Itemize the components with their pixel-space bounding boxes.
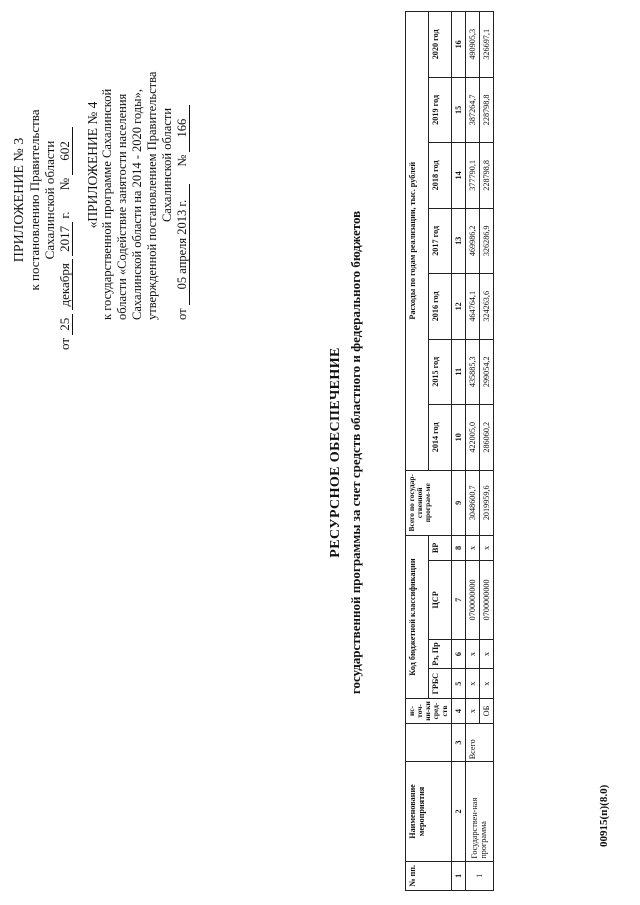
cell-2015: 435885,3 bbox=[465, 339, 479, 404]
col-number: 9 bbox=[451, 470, 465, 535]
cell-source: х bbox=[465, 699, 479, 724]
appendix3-date-month: декабря bbox=[57, 259, 73, 310]
col-number: 15 bbox=[451, 77, 465, 142]
appendix3-date-line bbox=[57, 50, 72, 350]
cell-csr: 0700000000 bbox=[465, 560, 479, 639]
cell-grbs: х bbox=[465, 669, 479, 699]
header-source: ис-точ-ни-ки сред-ств bbox=[406, 699, 452, 724]
col-number: 1 bbox=[451, 861, 465, 890]
col-number: 3 bbox=[451, 723, 465, 761]
col-number: 2 bbox=[451, 762, 465, 861]
cell-2016: 324263,6 bbox=[479, 274, 493, 339]
cell-csr: 0700000000 bbox=[479, 560, 493, 639]
header-year-2019: 2019 год bbox=[428, 77, 451, 142]
header-empty bbox=[406, 723, 452, 761]
header-rzpr: Рз, Пр bbox=[428, 639, 451, 668]
table-header-row bbox=[406, 12, 429, 891]
header-csr: ЦСР bbox=[428, 560, 451, 639]
cell-2016: 464764,1 bbox=[465, 274, 479, 339]
cell-total: 2019959,6 bbox=[479, 470, 493, 535]
cell-rzpr: х bbox=[479, 639, 493, 668]
header-grbs: ГРБС bbox=[428, 669, 451, 699]
header-year-2014: 2014 год bbox=[428, 405, 451, 470]
appendix4-no-label: № bbox=[175, 154, 189, 167]
table-row bbox=[465, 12, 479, 891]
appendix4-title: «ПРИЛОЖЕНИЕ № 4 bbox=[85, 101, 100, 229]
col-number: 4 bbox=[451, 699, 465, 724]
cell-2014: 286060,2 bbox=[479, 405, 493, 470]
header-year-2017: 2017 год bbox=[428, 208, 451, 273]
col-number: 6 bbox=[451, 639, 465, 668]
col-number: 8 bbox=[451, 536, 465, 561]
column-number-row bbox=[451, 12, 465, 891]
appendix3-block bbox=[12, 50, 72, 350]
cell-2019: 387264,7 bbox=[465, 77, 479, 142]
document-title: РЕСУРСНОЕ ОБЕСПЕЧЕНИЕ bbox=[328, 347, 343, 558]
header-year-2020: 2020 год bbox=[428, 12, 451, 78]
header-name: Наименование мероприятия bbox=[406, 762, 452, 861]
cell-vr: х bbox=[479, 536, 493, 561]
appendix3-no-label: № bbox=[57, 177, 72, 191]
appendix3-line1: к постановлению Правительства bbox=[27, 109, 42, 291]
appendix4-line5: Сахалинской области bbox=[160, 107, 174, 223]
col-number: 12 bbox=[451, 274, 465, 339]
header-year-2018: 2018 год bbox=[428, 143, 451, 208]
cell-source: ОБ bbox=[479, 699, 493, 724]
header-vr: ВР bbox=[428, 536, 451, 561]
cell-2020: 490905,3 bbox=[465, 12, 479, 78]
cell-2015: 299054,2 bbox=[479, 339, 493, 404]
cell-2017: 326286,9 bbox=[479, 208, 493, 273]
col-number: 16 bbox=[451, 12, 465, 78]
resource-table bbox=[405, 11, 494, 891]
document-code: 00915(п)(8.0) bbox=[598, 784, 610, 847]
appendix4-line4: утвержденной постановлением Правительства bbox=[145, 71, 159, 320]
appendix4-date-prefix: от bbox=[175, 308, 189, 320]
appendix3-line2: Сахалинской области bbox=[42, 140, 57, 260]
col-number: 7 bbox=[451, 560, 465, 639]
appendix3-date-year: 2017 bbox=[57, 222, 73, 256]
cell-2020: 326697,1 bbox=[479, 12, 493, 78]
cell-rzpr: х bbox=[465, 639, 479, 668]
row-name: Государствен-ная программа bbox=[465, 762, 493, 861]
col-number: 5 bbox=[451, 669, 465, 699]
header-budget-code: Код бюджетной классификации bbox=[406, 536, 429, 699]
appendix4-line1: к государственной программе Сахалинской bbox=[100, 88, 114, 320]
col-number: 11 bbox=[451, 339, 465, 404]
col-number: 13 bbox=[451, 208, 465, 273]
appendix4-date-line bbox=[175, 10, 190, 320]
col-number: 14 bbox=[451, 143, 465, 208]
appendix4-number: 166 bbox=[175, 105, 190, 152]
row-label: Всего bbox=[465, 723, 493, 761]
appendix4-line3: Сахалинской области на 2014 - 2020 годы», bbox=[130, 89, 144, 320]
appendix4-block bbox=[85, 10, 190, 320]
cell-2019: 228798,8 bbox=[479, 77, 493, 142]
header-year-2015: 2015 год bbox=[428, 339, 451, 404]
document-subtitle: государственной программы за счет средств областного и федерального бюджетов bbox=[348, 210, 363, 695]
cell-total: 3048600,7 bbox=[465, 470, 479, 535]
cell-vr: х bbox=[465, 536, 479, 561]
col-number: 10 bbox=[451, 405, 465, 470]
header-year-2016: 2016 год bbox=[428, 274, 451, 339]
header-total: Всего по государ-ственной програм-ме bbox=[406, 470, 452, 535]
appendix4-line2: области «Содействие занятости населения bbox=[115, 93, 129, 320]
header-num: № пп. bbox=[406, 861, 452, 890]
header-expenses: Расходы по годам реализации, тыс. рублей bbox=[406, 12, 429, 471]
appendix3-title: ПРИЛОЖЕНИЕ № 3 bbox=[12, 137, 27, 263]
row-num: 1 bbox=[465, 861, 493, 890]
appendix3-date-prefix: от bbox=[57, 337, 72, 350]
appendix3-date-g: г. bbox=[57, 211, 72, 219]
cell-grbs: х bbox=[479, 669, 493, 699]
appendix3-date-day: 25 bbox=[57, 314, 73, 335]
appendix3-number: 602 bbox=[57, 127, 73, 175]
appendix4-date: 05 апреля 2013 г. bbox=[175, 184, 190, 306]
cell-2018: 228798,8 bbox=[479, 143, 493, 208]
cell-2018: 377790,1 bbox=[465, 143, 479, 208]
cell-2017: 469986,2 bbox=[465, 208, 479, 273]
cell-2014: 422005,0 bbox=[465, 405, 479, 470]
